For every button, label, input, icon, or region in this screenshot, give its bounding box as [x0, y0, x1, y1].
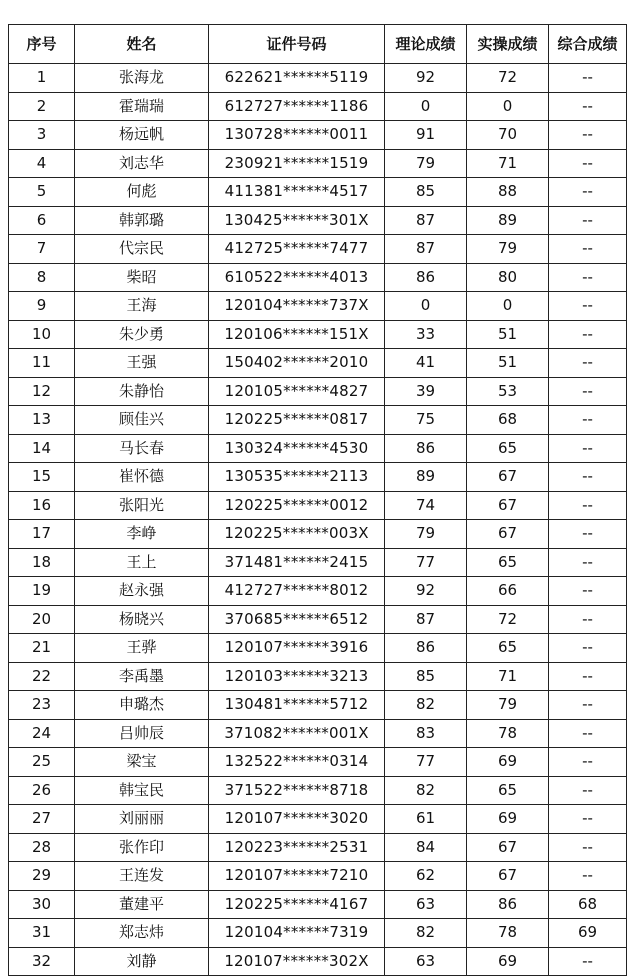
cell-theory-score: 92 — [385, 64, 467, 93]
table-row — [9, 377, 627, 406]
cell-name: 韩郭璐 — [75, 206, 209, 235]
cell-theory-score: 79 — [385, 149, 467, 178]
table-row — [9, 121, 627, 150]
table-row — [9, 662, 627, 691]
cell-overall-score: -- — [549, 320, 627, 349]
cell-practical-score: 78 — [467, 919, 549, 948]
cell-theory-score: 39 — [385, 377, 467, 406]
cell-overall-score: 69 — [549, 919, 627, 948]
table-row — [9, 178, 627, 207]
cell-practical-score: 65 — [467, 548, 549, 577]
table-row — [9, 463, 627, 492]
cell-overall-score: -- — [549, 691, 627, 720]
cell-practical-score: 69 — [467, 805, 549, 834]
cell-practical-score: 67 — [467, 520, 549, 549]
header-id-number: 证件号码 — [209, 25, 385, 64]
table-row — [9, 577, 627, 606]
cell-overall-score: -- — [549, 434, 627, 463]
cell-name: 朱少勇 — [75, 320, 209, 349]
cell-index: 21 — [9, 634, 75, 663]
cell-id-number: 120107******302X — [209, 947, 385, 976]
cell-id-number: 130324******4530 — [209, 434, 385, 463]
header-index: 序号 — [9, 25, 75, 64]
cell-practical-score: 86 — [467, 890, 549, 919]
table-row — [9, 833, 627, 862]
cell-index: 13 — [9, 406, 75, 435]
cell-theory-score: 77 — [385, 748, 467, 777]
cell-id-number: 120104******737X — [209, 292, 385, 321]
cell-index: 32 — [9, 947, 75, 976]
cell-overall-score: -- — [549, 406, 627, 435]
cell-index: 22 — [9, 662, 75, 691]
cell-index: 18 — [9, 548, 75, 577]
cell-id-number: 130425******301X — [209, 206, 385, 235]
cell-name: 霍瑞瑞 — [75, 92, 209, 121]
cell-index: 5 — [9, 178, 75, 207]
cell-overall-score: -- — [549, 292, 627, 321]
cell-overall-score: -- — [549, 947, 627, 976]
cell-overall-score: -- — [549, 178, 627, 207]
cell-index: 14 — [9, 434, 75, 463]
cell-name: 李峥 — [75, 520, 209, 549]
table-row — [9, 349, 627, 378]
cell-overall-score: -- — [549, 833, 627, 862]
cell-practical-score: 80 — [467, 263, 549, 292]
cell-id-number: 130535******2113 — [209, 463, 385, 492]
cell-id-number: 120223******2531 — [209, 833, 385, 862]
table-row — [9, 491, 627, 520]
table-row — [9, 634, 627, 663]
header-name: 姓名 — [75, 25, 209, 64]
cell-name: 申璐杰 — [75, 691, 209, 720]
cell-theory-score: 87 — [385, 206, 467, 235]
cell-theory-score: 89 — [385, 463, 467, 492]
cell-index: 15 — [9, 463, 75, 492]
cell-practical-score: 65 — [467, 434, 549, 463]
cell-name: 崔怀德 — [75, 463, 209, 492]
cell-index: 30 — [9, 890, 75, 919]
cell-practical-score: 79 — [467, 691, 549, 720]
cell-name: 王上 — [75, 548, 209, 577]
cell-theory-score: 62 — [385, 862, 467, 891]
table-row — [9, 805, 627, 834]
header-overall-score: 综合成绩 — [549, 25, 627, 64]
cell-index: 1 — [9, 64, 75, 93]
cell-practical-score: 69 — [467, 947, 549, 976]
cell-overall-score: -- — [549, 463, 627, 492]
cell-overall-score: -- — [549, 605, 627, 634]
cell-overall-score: -- — [549, 577, 627, 606]
table-row — [9, 320, 627, 349]
table-row — [9, 776, 627, 805]
table-row — [9, 520, 627, 549]
score-table — [8, 24, 627, 976]
cell-name: 杨晓兴 — [75, 605, 209, 634]
cell-name: 王骅 — [75, 634, 209, 663]
cell-name: 王海 — [75, 292, 209, 321]
table-row — [9, 748, 627, 777]
table-row — [9, 890, 627, 919]
cell-index: 29 — [9, 862, 75, 891]
cell-index: 16 — [9, 491, 75, 520]
cell-theory-score: 61 — [385, 805, 467, 834]
cell-theory-score: 87 — [385, 235, 467, 264]
cell-id-number: 132522******0314 — [209, 748, 385, 777]
cell-index: 28 — [9, 833, 75, 862]
table-row — [9, 691, 627, 720]
table-row — [9, 149, 627, 178]
table-row — [9, 206, 627, 235]
cell-practical-score: 79 — [467, 235, 549, 264]
cell-practical-score: 70 — [467, 121, 549, 150]
cell-id-number: 612727******1186 — [209, 92, 385, 121]
cell-name: 马长春 — [75, 434, 209, 463]
cell-overall-score: -- — [549, 149, 627, 178]
table-row — [9, 263, 627, 292]
cell-index: 6 — [9, 206, 75, 235]
cell-theory-score: 86 — [385, 434, 467, 463]
cell-theory-score: 83 — [385, 719, 467, 748]
cell-practical-score: 66 — [467, 577, 549, 606]
cell-theory-score: 0 — [385, 292, 467, 321]
cell-practical-score: 69 — [467, 748, 549, 777]
cell-theory-score: 84 — [385, 833, 467, 862]
cell-index: 11 — [9, 349, 75, 378]
cell-practical-score: 67 — [467, 463, 549, 492]
table-body — [9, 64, 627, 976]
cell-name: 代宗民 — [75, 235, 209, 264]
cell-name: 刘志华 — [75, 149, 209, 178]
cell-index: 27 — [9, 805, 75, 834]
cell-overall-score: -- — [549, 377, 627, 406]
cell-theory-score: 86 — [385, 634, 467, 663]
cell-practical-score: 67 — [467, 833, 549, 862]
cell-theory-score: 79 — [385, 520, 467, 549]
cell-practical-score: 65 — [467, 634, 549, 663]
cell-id-number: 230921******1519 — [209, 149, 385, 178]
table-row — [9, 434, 627, 463]
cell-index: 10 — [9, 320, 75, 349]
table-row — [9, 862, 627, 891]
cell-overall-score: -- — [549, 263, 627, 292]
cell-name: 韩宝民 — [75, 776, 209, 805]
cell-name: 郑志炜 — [75, 919, 209, 948]
cell-theory-score: 85 — [385, 178, 467, 207]
cell-index: 7 — [9, 235, 75, 264]
cell-index: 17 — [9, 520, 75, 549]
cell-name: 王连发 — [75, 862, 209, 891]
cell-practical-score: 67 — [467, 862, 549, 891]
cell-practical-score: 68 — [467, 406, 549, 435]
cell-index: 31 — [9, 919, 75, 948]
table-row — [9, 947, 627, 976]
table-row — [9, 548, 627, 577]
cell-practical-score: 0 — [467, 292, 549, 321]
cell-name: 张作印 — [75, 833, 209, 862]
cell-practical-score: 51 — [467, 349, 549, 378]
cell-id-number: 120107******3916 — [209, 634, 385, 663]
cell-theory-score: 92 — [385, 577, 467, 606]
table-row — [9, 92, 627, 121]
cell-id-number: 610522******4013 — [209, 263, 385, 292]
cell-theory-score: 63 — [385, 947, 467, 976]
cell-id-number: 130728******0011 — [209, 121, 385, 150]
cell-id-number: 371481******2415 — [209, 548, 385, 577]
cell-name: 董建平 — [75, 890, 209, 919]
table-row — [9, 64, 627, 93]
cell-id-number: 622621******5119 — [209, 64, 385, 93]
cell-overall-score: -- — [549, 719, 627, 748]
cell-theory-score: 74 — [385, 491, 467, 520]
cell-overall-score: -- — [549, 349, 627, 378]
cell-theory-score: 91 — [385, 121, 467, 150]
cell-index: 8 — [9, 263, 75, 292]
cell-name: 刘静 — [75, 947, 209, 976]
cell-overall-score: -- — [549, 92, 627, 121]
cell-id-number: 412727******8012 — [209, 577, 385, 606]
cell-theory-score: 82 — [385, 691, 467, 720]
cell-overall-score: -- — [549, 805, 627, 834]
cell-id-number: 150402******2010 — [209, 349, 385, 378]
header-row — [9, 25, 627, 64]
cell-index: 9 — [9, 292, 75, 321]
cell-overall-score: -- — [549, 64, 627, 93]
cell-name: 赵永强 — [75, 577, 209, 606]
table-row — [9, 605, 627, 634]
cell-practical-score: 78 — [467, 719, 549, 748]
cell-theory-score: 63 — [385, 890, 467, 919]
cell-overall-score: -- — [549, 662, 627, 691]
cell-id-number: 120225******0012 — [209, 491, 385, 520]
table-row — [9, 292, 627, 321]
table-row — [9, 406, 627, 435]
header-practical-score: 实操成绩 — [467, 25, 549, 64]
cell-theory-score: 82 — [385, 776, 467, 805]
cell-index: 12 — [9, 377, 75, 406]
cell-id-number: 120103******3213 — [209, 662, 385, 691]
cell-practical-score: 72 — [467, 64, 549, 93]
cell-practical-score: 65 — [467, 776, 549, 805]
table-row — [9, 235, 627, 264]
cell-index: 23 — [9, 691, 75, 720]
cell-overall-score: -- — [549, 862, 627, 891]
cell-id-number: 120225******003X — [209, 520, 385, 549]
cell-theory-score: 85 — [385, 662, 467, 691]
cell-name: 顾佳兴 — [75, 406, 209, 435]
cell-practical-score: 89 — [467, 206, 549, 235]
cell-overall-score: -- — [549, 520, 627, 549]
cell-practical-score: 53 — [467, 377, 549, 406]
cell-overall-score: -- — [549, 548, 627, 577]
cell-id-number: 120225******4167 — [209, 890, 385, 919]
cell-practical-score: 71 — [467, 149, 549, 178]
cell-theory-score: 87 — [385, 605, 467, 634]
cell-name: 王强 — [75, 349, 209, 378]
cell-name: 刘丽丽 — [75, 805, 209, 834]
cell-id-number: 120107******3020 — [209, 805, 385, 834]
cell-theory-score: 41 — [385, 349, 467, 378]
cell-id-number: 130481******5712 — [209, 691, 385, 720]
cell-id-number: 371082******001X — [209, 719, 385, 748]
cell-index: 4 — [9, 149, 75, 178]
cell-id-number: 120225******0817 — [209, 406, 385, 435]
cell-theory-score: 75 — [385, 406, 467, 435]
cell-name: 张海龙 — [75, 64, 209, 93]
cell-index: 3 — [9, 121, 75, 150]
table-row — [9, 719, 627, 748]
cell-theory-score: 0 — [385, 92, 467, 121]
cell-name: 吕帅辰 — [75, 719, 209, 748]
cell-name: 朱静怡 — [75, 377, 209, 406]
cell-overall-score: -- — [549, 748, 627, 777]
cell-theory-score: 33 — [385, 320, 467, 349]
cell-name: 杨远帆 — [75, 121, 209, 150]
cell-id-number: 412725******7477 — [209, 235, 385, 264]
cell-index: 19 — [9, 577, 75, 606]
cell-id-number: 120106******151X — [209, 320, 385, 349]
score-sheet — [8, 24, 626, 976]
cell-index: 24 — [9, 719, 75, 748]
cell-id-number: 411381******4517 — [209, 178, 385, 207]
cell-practical-score: 51 — [467, 320, 549, 349]
cell-name: 柴昭 — [75, 263, 209, 292]
cell-practical-score: 88 — [467, 178, 549, 207]
cell-id-number: 120105******4827 — [209, 377, 385, 406]
cell-id-number: 371522******8718 — [209, 776, 385, 805]
cell-overall-score: -- — [549, 121, 627, 150]
cell-id-number: 120104******7319 — [209, 919, 385, 948]
cell-overall-score: -- — [549, 776, 627, 805]
header-theory-score: 理论成绩 — [385, 25, 467, 64]
cell-overall-score: -- — [549, 206, 627, 235]
cell-theory-score: 82 — [385, 919, 467, 948]
cell-name: 何彪 — [75, 178, 209, 207]
cell-practical-score: 72 — [467, 605, 549, 634]
cell-overall-score: -- — [549, 634, 627, 663]
cell-name: 李禹墨 — [75, 662, 209, 691]
cell-practical-score: 0 — [467, 92, 549, 121]
cell-name: 梁宝 — [75, 748, 209, 777]
cell-id-number: 370685******6512 — [209, 605, 385, 634]
cell-overall-score: -- — [549, 491, 627, 520]
cell-index: 25 — [9, 748, 75, 777]
cell-overall-score: -- — [549, 235, 627, 264]
cell-theory-score: 86 — [385, 263, 467, 292]
cell-theory-score: 77 — [385, 548, 467, 577]
table-row — [9, 919, 627, 948]
cell-overall-score: 68 — [549, 890, 627, 919]
cell-index: 20 — [9, 605, 75, 634]
cell-index: 2 — [9, 92, 75, 121]
cell-practical-score: 67 — [467, 491, 549, 520]
cell-practical-score: 71 — [467, 662, 549, 691]
cell-index: 26 — [9, 776, 75, 805]
cell-name: 张阳光 — [75, 491, 209, 520]
cell-id-number: 120107******7210 — [209, 862, 385, 891]
